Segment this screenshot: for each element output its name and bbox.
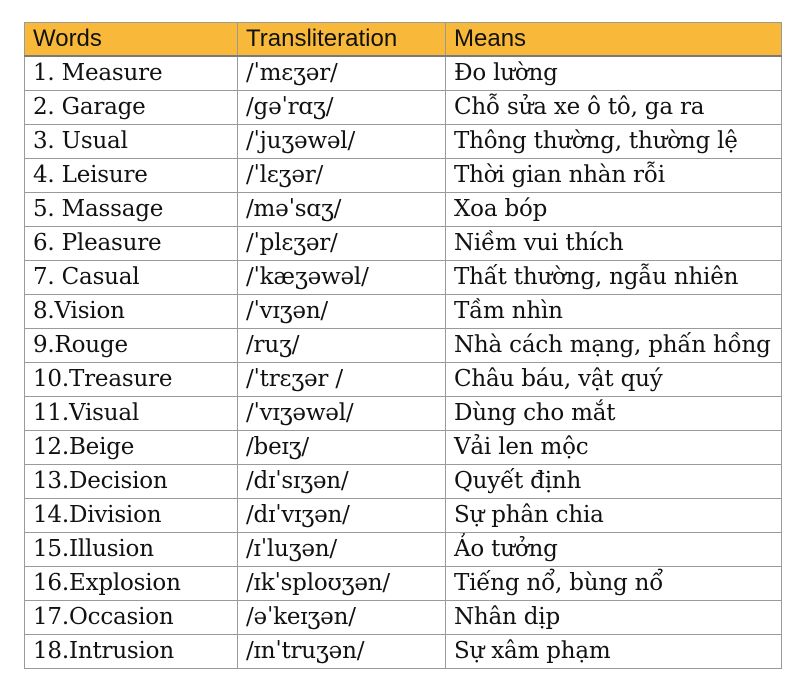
word-cell: 9.Rouge bbox=[25, 329, 238, 363]
table-row bbox=[25, 499, 782, 533]
transliteration-cell: /ˈplɛʒər/ bbox=[238, 227, 446, 261]
table-row bbox=[25, 159, 782, 193]
meaning-cell: Quyết định bbox=[446, 465, 782, 499]
meaning-cell: Tầm nhìn bbox=[446, 295, 782, 329]
word-cell: 16.Explosion bbox=[25, 567, 238, 601]
table-row bbox=[25, 329, 782, 363]
transliteration-cell: /dɪˈsɪʒən/ bbox=[238, 465, 446, 499]
table-row bbox=[25, 227, 782, 261]
header-words: Words bbox=[25, 23, 238, 57]
word-cell: 6. Pleasure bbox=[25, 227, 238, 261]
meaning-cell: Thất thường, ngẫu nhiên bbox=[446, 261, 782, 295]
transliteration-cell: /ˈtrɛʒər / bbox=[238, 363, 446, 397]
meaning-cell: Châu báu, vật quý bbox=[446, 363, 782, 397]
table-header-row bbox=[25, 23, 782, 57]
word-cell: 3. Usual bbox=[25, 125, 238, 159]
table-row bbox=[25, 193, 782, 227]
meaning-cell: Vải len mộc bbox=[446, 431, 782, 465]
word-cell: 17.Occasion bbox=[25, 601, 238, 635]
transliteration-cell: /ˈvɪʒən/ bbox=[238, 295, 446, 329]
table-row bbox=[25, 261, 782, 295]
transliteration-cell: /ˈjuʒəwəl/ bbox=[238, 125, 446, 159]
table-row bbox=[25, 363, 782, 397]
word-cell: 10.Treasure bbox=[25, 363, 238, 397]
table-row bbox=[25, 465, 782, 499]
meaning-cell: Ảo tưởng bbox=[446, 533, 782, 567]
transliteration-cell: /beɪʒ/ bbox=[238, 431, 446, 465]
meaning-cell: Dùng cho mắt bbox=[446, 397, 782, 431]
transliteration-cell: /məˈsɑʒ/ bbox=[238, 193, 446, 227]
word-cell: 14.Division bbox=[25, 499, 238, 533]
transliteration-cell: /ruʒ/ bbox=[238, 329, 446, 363]
meaning-cell: Thông thường, thường lệ bbox=[446, 125, 782, 159]
meaning-cell: Thời gian nhàn rỗi bbox=[446, 159, 782, 193]
meaning-cell: Nhân dịp bbox=[446, 601, 782, 635]
table-row bbox=[25, 295, 782, 329]
transliteration-cell: /əˈkeɪʒən/ bbox=[238, 601, 446, 635]
table-row bbox=[25, 125, 782, 159]
table-row bbox=[25, 533, 782, 567]
meaning-cell: Xoa bóp bbox=[446, 193, 782, 227]
meaning-cell: Nhà cách mạng, phấn hồng bbox=[446, 329, 782, 363]
table-body bbox=[25, 56, 782, 669]
transliteration-cell: /ɪˈluʒən/ bbox=[238, 533, 446, 567]
word-cell: 4. Leisure bbox=[25, 159, 238, 193]
table-row bbox=[25, 431, 782, 465]
transliteration-cell: /ˈlɛʒər/ bbox=[238, 159, 446, 193]
meaning-cell: Đo lường bbox=[446, 56, 782, 91]
meaning-cell: Niềm vui thích bbox=[446, 227, 782, 261]
table-row bbox=[25, 567, 782, 601]
table-row bbox=[25, 601, 782, 635]
transliteration-cell: /gəˈrɑʒ/ bbox=[238, 91, 446, 125]
meaning-cell: Sự phân chia bbox=[446, 499, 782, 533]
word-cell: 7. Casual bbox=[25, 261, 238, 295]
header-means: Means bbox=[446, 23, 782, 57]
transliteration-cell: /ɪkˈsploʊʒən/ bbox=[238, 567, 446, 601]
word-cell: 13.Decision bbox=[25, 465, 238, 499]
table-row bbox=[25, 635, 782, 669]
transliteration-cell: /ˈvɪʒəwəl/ bbox=[238, 397, 446, 431]
meaning-cell: Chỗ sửa xe ô tô, ga ra bbox=[446, 91, 782, 125]
transliteration-cell: /ɪnˈtruʒən/ bbox=[238, 635, 446, 669]
word-cell: 8.Vision bbox=[25, 295, 238, 329]
word-cell: 1. Measure bbox=[25, 56, 238, 91]
word-cell: 5. Massage bbox=[25, 193, 238, 227]
transliteration-cell: /ˈkæʒəwəl/ bbox=[238, 261, 446, 295]
word-cell: 12.Beige bbox=[25, 431, 238, 465]
vocabulary-table-container bbox=[24, 22, 781, 669]
word-cell: 18.Intrusion bbox=[25, 635, 238, 669]
table-row bbox=[25, 397, 782, 431]
word-cell: 11.Visual bbox=[25, 397, 238, 431]
meaning-cell: Sự xâm phạm bbox=[446, 635, 782, 669]
table-row bbox=[25, 91, 782, 125]
table-row bbox=[25, 56, 782, 91]
transliteration-cell: /ˈmɛʒər/ bbox=[238, 56, 446, 91]
word-cell: 15.Illusion bbox=[25, 533, 238, 567]
header-transliteration: Transliteration bbox=[238, 23, 446, 57]
vocabulary-table bbox=[24, 22, 782, 669]
transliteration-cell: /dɪˈvɪʒən/ bbox=[238, 499, 446, 533]
meaning-cell: Tiếng nổ, bùng nổ bbox=[446, 567, 782, 601]
word-cell: 2. Garage bbox=[25, 91, 238, 125]
